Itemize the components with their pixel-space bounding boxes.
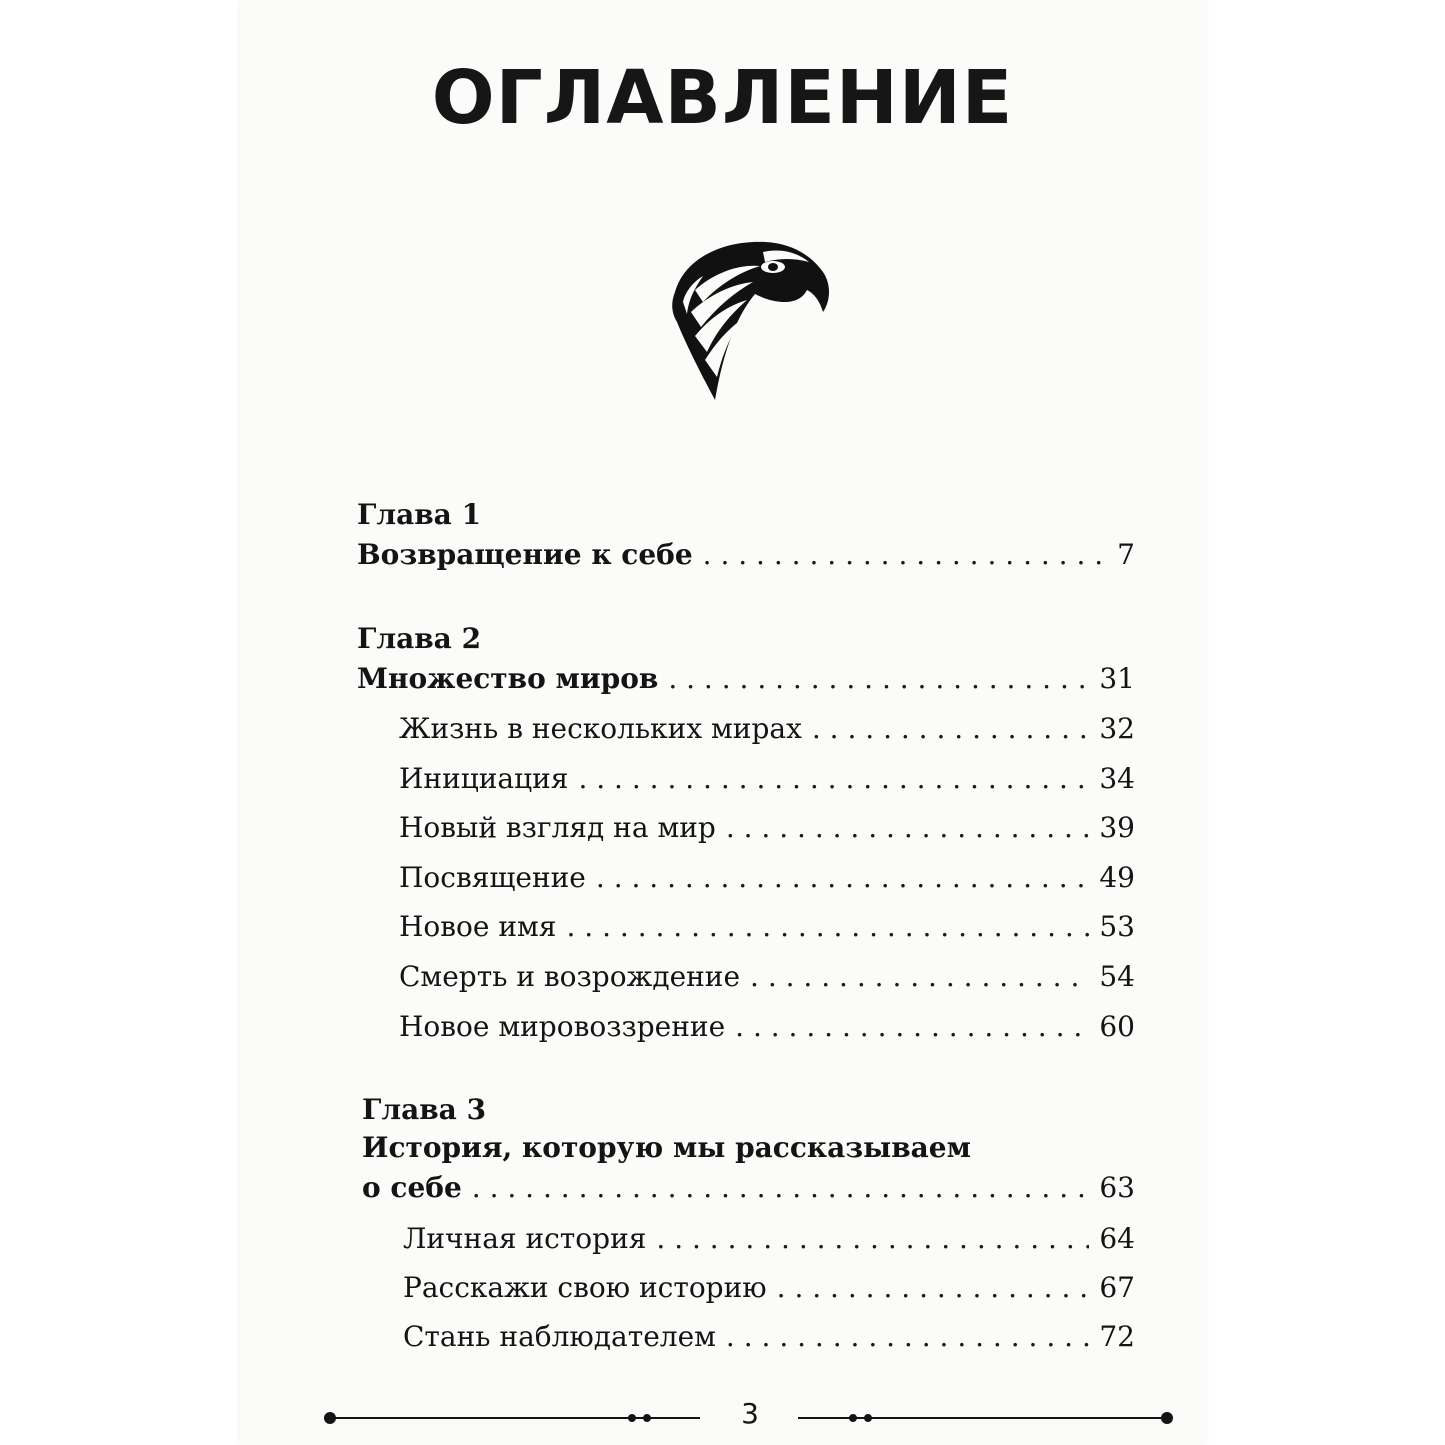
page-ref: 7 — [1117, 538, 1135, 571]
section-title: Личная история — [403, 1222, 647, 1255]
section-title: Новый взгляд на мир — [399, 811, 716, 844]
page-ref: 32 — [1099, 712, 1135, 745]
page-ref: 49 — [1099, 861, 1135, 894]
page-ref: 60 — [1099, 1010, 1135, 1043]
chapter-3-title-cont: о себе — [362, 1171, 462, 1204]
page-ref: 31 — [1099, 662, 1135, 695]
page-number: 3 — [741, 1397, 759, 1430]
page-title: ОГЛАВЛЕНИЕ — [431, 55, 1014, 141]
section-title: Жизнь в нескольких мирах — [399, 712, 802, 745]
section-title: Стань наблюдателем — [403, 1320, 716, 1353]
section-title: Инициация — [399, 762, 569, 795]
section-title: Посвящение — [399, 861, 586, 894]
chapter-3-title: История, которую мы рассказываем — [362, 1131, 971, 1164]
section-title: Смерть и возрождение — [399, 960, 741, 993]
chapter-2-title: Множество миров — [357, 662, 659, 695]
chapter-1-title: Возвращение к себе — [357, 538, 693, 571]
chapter-3-label: Глава 3 — [362, 1093, 487, 1126]
page-ref: 39 — [1099, 811, 1135, 844]
section-title: Расскажи свою историю — [403, 1271, 767, 1304]
page-ref: 53 — [1099, 910, 1135, 943]
section-title: Новое имя — [399, 910, 557, 943]
page-ref: 67 — [1099, 1271, 1135, 1304]
page-ref: 72 — [1099, 1320, 1135, 1353]
chapter-1-label: Глава 1 — [357, 498, 482, 531]
chapter-2-label: Глава 2 — [357, 622, 482, 655]
page-ref: 64 — [1099, 1222, 1135, 1255]
section-title: Новое мировоззрение — [399, 1010, 726, 1043]
page-ref: 34 — [1099, 762, 1135, 795]
page-ref: 63 — [1099, 1171, 1135, 1204]
page-ref: 54 — [1099, 960, 1135, 993]
